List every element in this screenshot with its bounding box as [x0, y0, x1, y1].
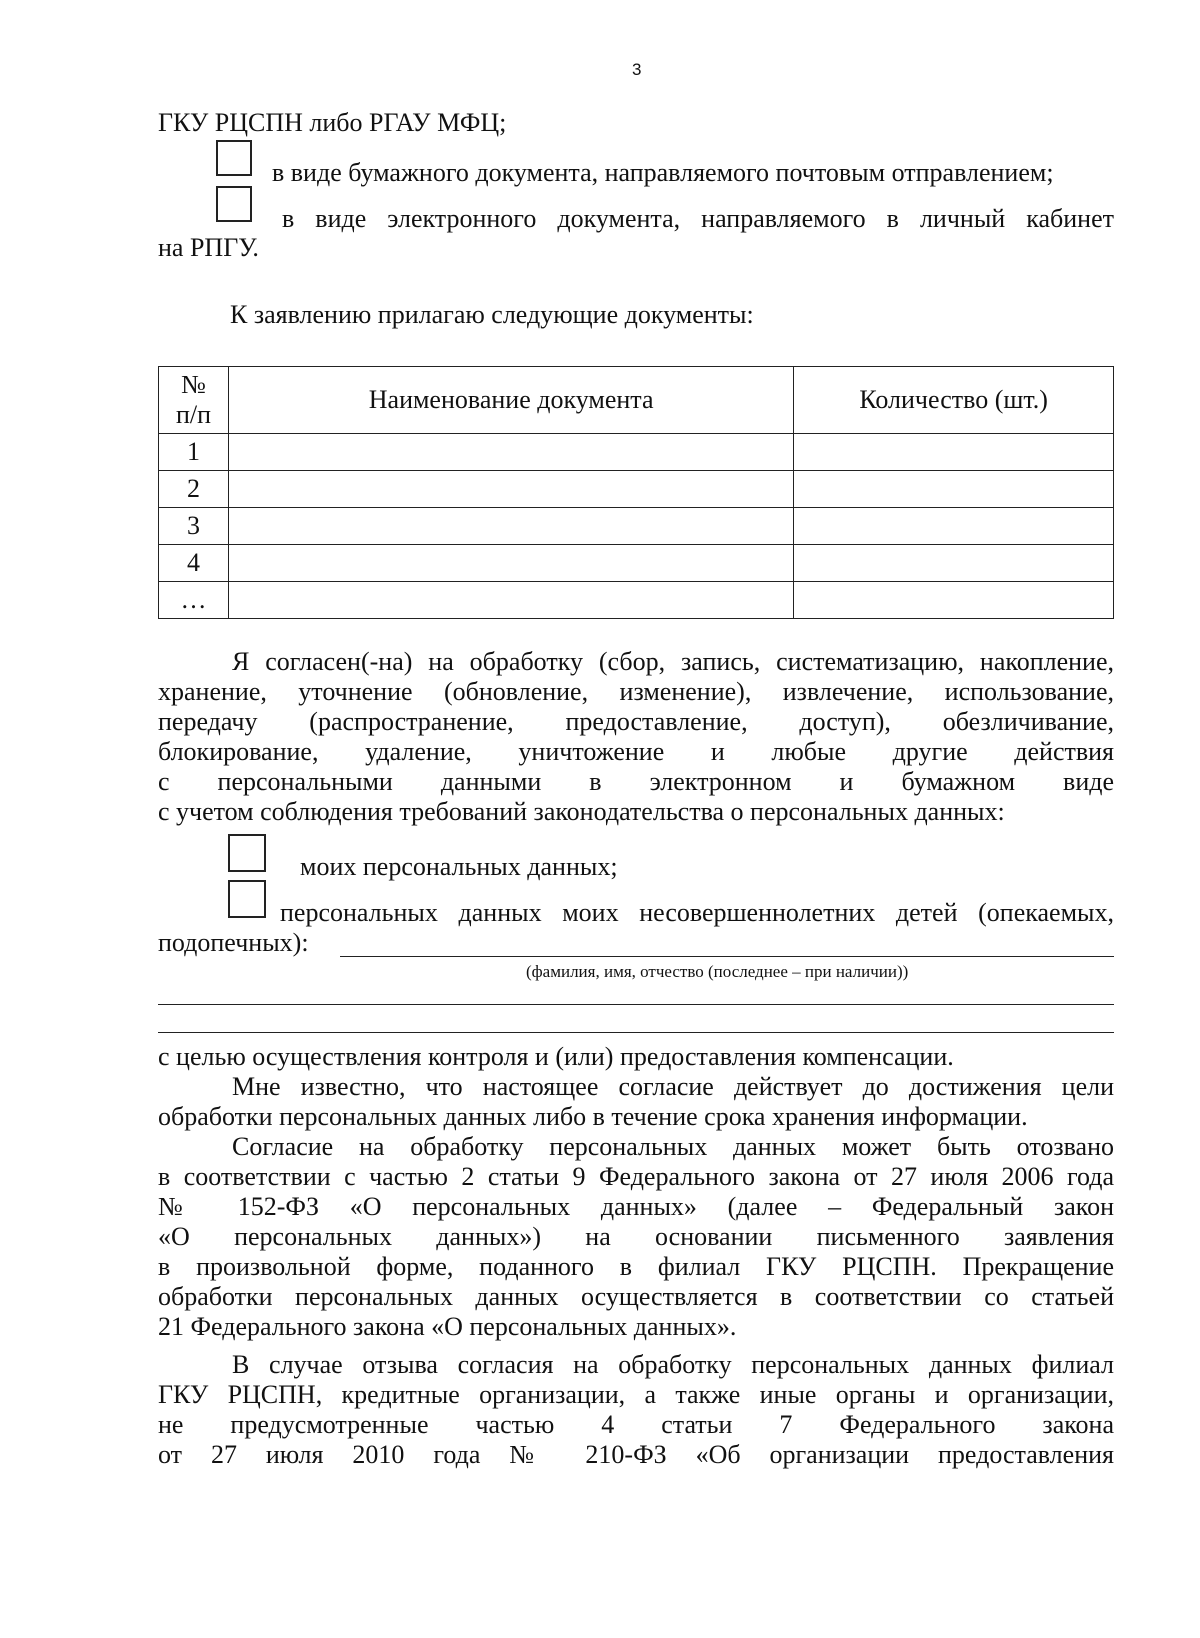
paragraph-line: «О персональных данных») на основании письменного заявления — [158, 1222, 1114, 1251]
paragraph-line: от 27 июля 2010 года № 210-ФЗ «Об организации предоставления — [158, 1440, 1114, 1469]
col-header-qty: Количество (шт.) — [794, 367, 1114, 434]
document-name-cell[interactable] — [228, 508, 793, 545]
quantity-cell[interactable] — [794, 508, 1114, 545]
paragraph-line: обработки персональных данных осуществляется в соответствии со статьей — [158, 1282, 1114, 1311]
consent-purpose: с целью осуществления контроля и (или) предоставления компенсации. — [158, 1042, 954, 1071]
paragraph-line: в произвольной форме, поданного в филиал ГКУ РЦСПН. Прекращение — [158, 1252, 1114, 1281]
row-number: … — [159, 582, 229, 619]
quantity-cell[interactable] — [794, 471, 1114, 508]
table-row — [159, 582, 1114, 619]
document-name-cell[interactable] — [228, 434, 793, 471]
paragraph-line: 21 Федерального закона «О персональных данных». — [158, 1312, 737, 1341]
consent-option-children: персональных данных моих несовершеннолетних детей (опекаемых, — [280, 898, 1114, 927]
checkbox-own-data[interactable] — [228, 834, 266, 872]
paragraph-line: В случае отзыва согласия на обработку персональных данных филиал — [232, 1350, 1114, 1379]
document-name-cell[interactable] — [228, 545, 793, 582]
quantity-cell[interactable] — [794, 545, 1114, 582]
page-number: 3 — [632, 60, 642, 79]
paragraph-line: обработки персональных данных либо в течение срока хранения информации. — [158, 1102, 1028, 1131]
fio-caption: (фамилия, имя, отчество (последнее – при наличии)) — [526, 962, 909, 981]
delivery-intro: ГКУ РЦСПН либо РГАУ МФЦ; — [158, 108, 507, 137]
consent-line: хранение, уточнение (обновление, изменение), извлечение, использование, — [158, 677, 1114, 706]
row-number: 3 — [159, 508, 229, 545]
paragraph-line: Согласие на обработку персональных данных может быть отозвано — [232, 1132, 1114, 1161]
consent-line: с персональными данными в электронном и бумажном виде — [158, 767, 1114, 796]
checkbox-children-data[interactable] — [228, 880, 266, 918]
quantity-cell[interactable] — [794, 434, 1114, 471]
table-header-row — [159, 367, 1114, 434]
paragraph-line: в соответствии с частью 2 статьи 9 Федерального закона от 27 июля 2006 года — [158, 1162, 1114, 1191]
paragraph-line: не предусмотренные частью 4 статьи 7 Федерального закона — [158, 1410, 1114, 1439]
row-number: 4 — [159, 545, 229, 582]
attachments-title: К заявлению прилагаю следующие документы: — [230, 300, 754, 329]
col-header-name: Наименование документа — [228, 367, 793, 434]
paragraph-line: ГКУ РЦСПН, кредитные организации, а также иные органы и организации, — [158, 1380, 1114, 1409]
consent-option-children-cont: подопечных): — [158, 928, 309, 957]
consent-line: передачу (распространение, предоставление, доступ), обезличивание, — [158, 707, 1114, 736]
table-row — [159, 508, 1114, 545]
consent-option-own: моих персональных данных; — [300, 852, 618, 881]
consent-line: Я согласен(-на) на обработку (сбор, запись, систематизацию, накопление, — [232, 647, 1114, 676]
quantity-cell[interactable] — [794, 582, 1114, 619]
delivery-option-electronic-cont: на РПГУ. — [158, 233, 259, 262]
consent-line: блокирование, удаление, уничтожение и любые другие действия — [158, 737, 1114, 766]
checkbox-electronic[interactable] — [216, 186, 252, 222]
row-number: 1 — [159, 434, 229, 471]
table-row — [159, 545, 1114, 582]
col-header-number: № п/п — [159, 367, 229, 434]
checkbox-paper-mail[interactable] — [216, 140, 252, 176]
consent-line: с учетом соблюдения требований законодательства о персональных данных: — [158, 797, 1005, 826]
table-row — [159, 434, 1114, 471]
document-name-cell[interactable] — [228, 582, 793, 619]
fio-input-line[interactable] — [340, 956, 1114, 957]
row-number: 2 — [159, 471, 229, 508]
delivery-option-paper: в виде бумажного документа, направляемого почтовым отправлением; — [272, 158, 1054, 187]
fio-input-line-3[interactable] — [158, 1032, 1114, 1033]
paragraph-line: Мне известно, что настоящее согласие действует до достижения цели — [232, 1072, 1114, 1101]
attachments-table — [158, 366, 1114, 619]
paragraph-line: № 152-ФЗ «О персональных данных» (далее – Федеральный закон — [158, 1192, 1114, 1221]
delivery-option-electronic: в виде электронного документа, направляемого в личный кабинет — [282, 204, 1114, 233]
document-name-cell[interactable] — [228, 471, 793, 508]
fio-input-line-2[interactable] — [158, 1004, 1114, 1005]
table-row — [159, 471, 1114, 508]
